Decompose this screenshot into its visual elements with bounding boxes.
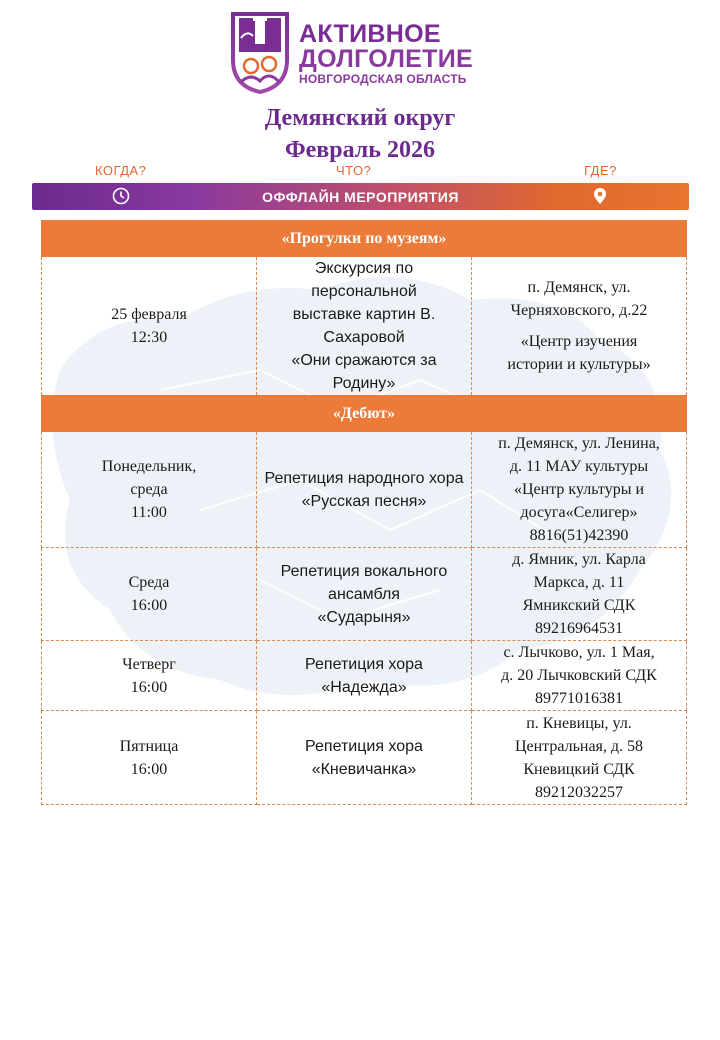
event-venue: досуга«Селигер»	[520, 504, 638, 521]
event-address: п. Демянск, ул.	[527, 279, 631, 296]
column-what-label: ЧТО?	[336, 163, 372, 178]
event-day: Пятница	[119, 737, 179, 755]
schedule-table	[41, 220, 687, 805]
event-day: Понедельник,	[101, 458, 197, 475]
event-venue: д. 20 Лычковский СДК	[501, 667, 657, 684]
offline-events-label: ОФФЛАЙН МЕРОПРИЯТИЯ	[262, 189, 459, 205]
page-subtitle: Февраль 2026	[285, 137, 435, 163]
event-time: 16:00	[130, 760, 168, 778]
event-description: Репетиция вокального ансамбля	[280, 562, 448, 603]
event-date: 25 февраля	[111, 306, 187, 323]
event-phone: 89216964531	[535, 620, 623, 637]
event-day: Четверг	[122, 655, 176, 673]
table-row	[42, 257, 687, 396]
event-where	[472, 432, 687, 548]
event-description: «Сударыня»	[317, 608, 411, 626]
event-description: Экскурсия по персональной	[311, 260, 417, 300]
event-venue: истории и культуры»	[507, 356, 651, 373]
column-where-label: ГДЕ?	[584, 163, 617, 178]
event-where	[472, 257, 687, 396]
event-address: Центральная, д. 58	[514, 737, 644, 755]
brand-logo	[229, 10, 499, 96]
event-time: 12:30	[130, 329, 168, 346]
event-when	[42, 711, 257, 805]
event-when	[42, 641, 257, 711]
event-phone: 8816(51)42390	[529, 527, 629, 544]
event-venue: Ямникский СДК	[522, 597, 636, 614]
table-row	[42, 711, 687, 805]
event-what	[257, 548, 472, 641]
event-when	[42, 548, 257, 641]
event-where	[472, 548, 687, 641]
event-time: 11:00	[131, 504, 167, 521]
event-time: 16:00	[130, 597, 168, 614]
event-day: Среда	[128, 574, 170, 591]
table-row	[42, 432, 687, 548]
event-description: выставке картин В. Сахаровой	[292, 306, 436, 346]
event-phone: 89771016381	[535, 690, 623, 707]
event-when	[42, 257, 257, 396]
event-where	[472, 711, 687, 805]
brand-wordmark	[299, 22, 473, 86]
event-time: 16:00	[130, 678, 168, 696]
offline-events-bar	[32, 183, 689, 210]
event-address: п. Демянск, ул. Ленина,	[498, 435, 660, 452]
event-description: Репетиция народного хора	[264, 469, 464, 487]
page-title: Демянский округ	[264, 105, 456, 131]
event-what	[257, 641, 472, 711]
event-description: Репетиция хора «Надежда»	[305, 655, 423, 696]
event-description: «Русская песня»	[301, 492, 427, 510]
brand-line-3: НОВГОРОДСКАЯ ОБЛАСТЬ	[299, 72, 467, 86]
event-address: п. Кневицы, ул.	[526, 714, 632, 732]
event-address: Маркса, д. 11	[533, 574, 625, 591]
table-row	[42, 641, 687, 711]
section-title: «Дебют»	[42, 396, 687, 432]
event-address: с. Лычково, ул. 1 Мая,	[503, 644, 655, 661]
event-address: д. Ямник, ул. Карла	[512, 551, 646, 568]
location-pin-icon	[593, 187, 607, 205]
section-title: «Прогулки по музеям»	[42, 221, 687, 257]
event-when	[42, 432, 257, 548]
event-what	[257, 257, 472, 396]
event-where	[472, 641, 687, 711]
event-description: Репетиция хора «Кневичанка»	[305, 737, 423, 778]
event-address: д. 11 МАУ культуры	[509, 458, 649, 475]
event-venue: «Центр культуры и	[513, 481, 644, 498]
event-venue: Кневицкий СДК	[523, 760, 635, 778]
brand-line-2: ДОЛГОЛЕТИЕ	[299, 45, 473, 73]
event-venue: «Центр изучения	[520, 333, 638, 350]
event-what	[257, 711, 472, 805]
event-day: среда	[130, 481, 168, 498]
section-header-row	[42, 396, 687, 432]
column-when-label: КОГДА?	[95, 163, 147, 178]
event-what	[257, 432, 472, 548]
event-description: «Они сражаются за Родину»	[291, 352, 437, 392]
event-address: Черняховского, д.22	[510, 302, 648, 319]
brand-line-1: АКТИВНОЕ	[299, 20, 441, 48]
active-longevity-emblem-icon	[229, 10, 291, 94]
event-phone: 89212032257	[535, 783, 623, 801]
section-header-row	[42, 221, 687, 257]
table-row	[42, 548, 687, 641]
